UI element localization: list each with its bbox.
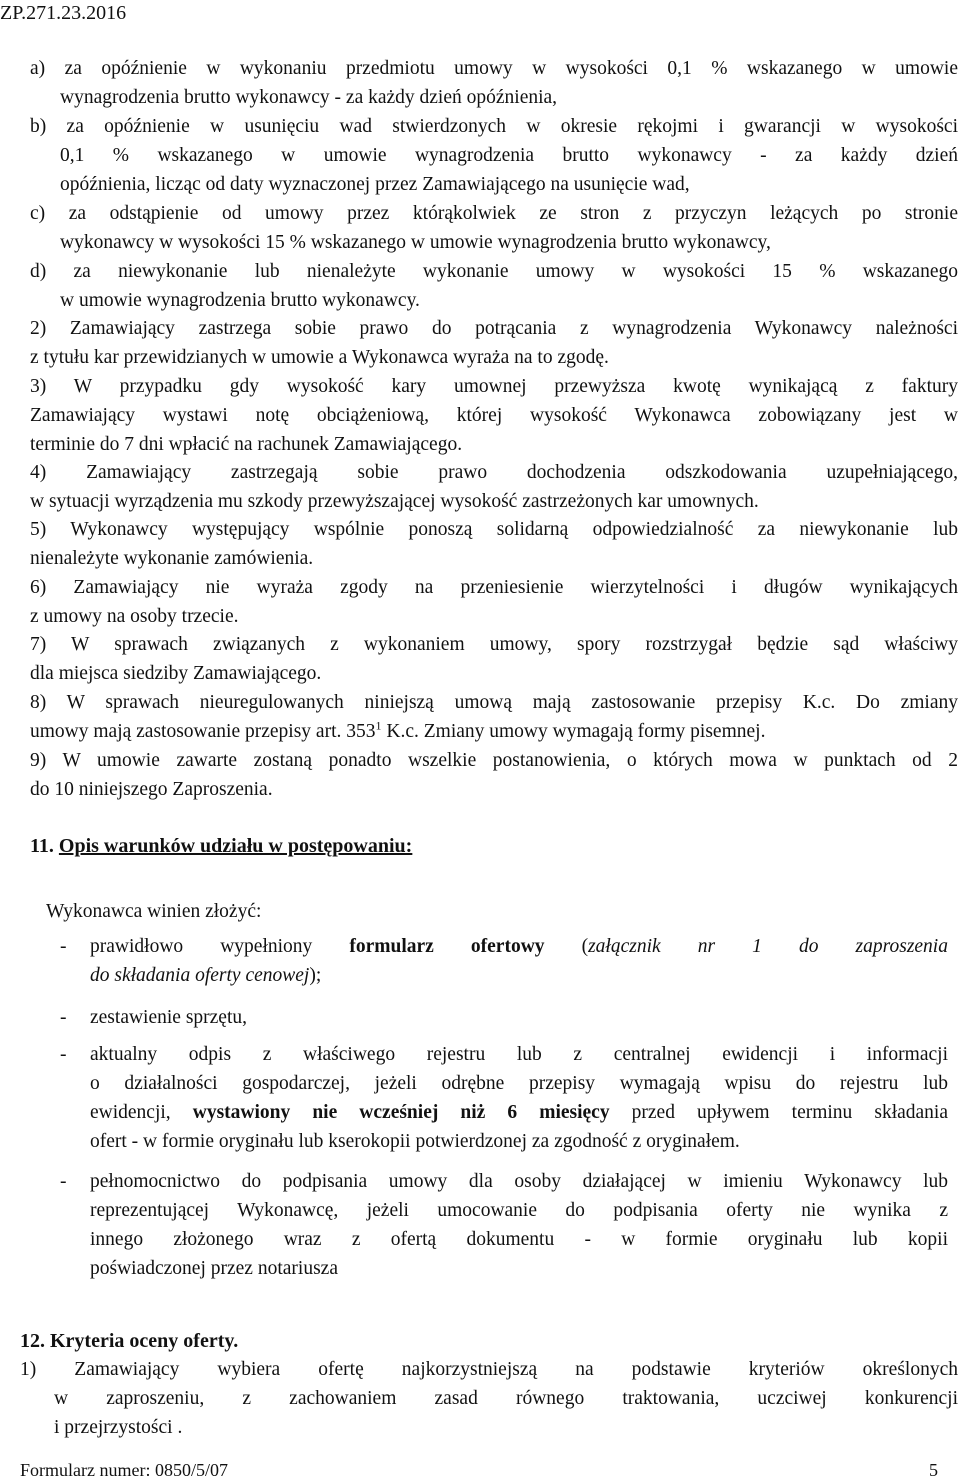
- penalty-a: a) za opóźnienie w wykonaniu przedmiotu umowy w wysokości 0,1 % wskazanego w umowie wynagrodzenia brutto wykonawcy - za każdy dzień opóźnienia,: [30, 58, 958, 108]
- section-11-intro: Wykonawca winien złożyć:: [46, 901, 262, 922]
- case-reference: ZP.271.23.2016: [0, 2, 127, 24]
- bullet-power-of-attorney: - pełnomocnictwo do podpisania umowy dla osoby działającej w imieniu Wykonawcy lub reprezentującej Wykonawcę, jeżeli umocowanie do podpisania oferty nie wynika z innego złożonego wraz z ofertą dokumentu - w formie oryginału lub kopii poświadczonej przez notariusza: [60, 1171, 948, 1279]
- section-11-heading: 11. Opis warunków udziału w postępowaniu:: [30, 835, 413, 857]
- bullet-equipment-list: - zestawienie sprzętu,: [60, 1007, 248, 1028]
- point-2: 2) Zamawiający zastrzega sobie prawo do potrącania z wynagrodzenia Wykonawcy należności z tytułu kar przewidzianych w umowie a Wykonawca wyraża na to zgodę.: [30, 318, 958, 368]
- criteria-point-1: 1) Zamawiający wybiera ofertę najkorzystniejszą na podstawie kryteriów określonych w zaproszeniu, z zachowaniem zasad równego traktowania, uczciwej konkurencji i przejrzystości .: [20, 1359, 958, 1438]
- section-12-heading: 12. Kryteria oceny oferty.: [20, 1330, 239, 1352]
- point-9: 9) W umowie zawarte zostaną ponadto wszelkie postanowienia, o których mowa w punktach od 2 do 10 niniejszego Zaproszenia.: [30, 750, 958, 800]
- point-3: 3) W przypadku gdy wysokość kary umownej przewyższa kwotę wynikającą z faktury Zamawiający wystawi notę obciążeniową, której wysokość Wykonawca zobowiązany jest w terminie do 7 dni wpłacić na rachunek Zamawiającego.: [30, 376, 958, 455]
- form-number: Formularz numer: 0850/5/07: [20, 1460, 228, 1480]
- bullet-offer-form: - prawidłowo wypełniony formularz ofertowy (załącznik nr 1 do zaproszenia do składania oferty cenowej);: [60, 936, 948, 986]
- point-5: 5) Wykonawcy występujący wspólnie ponoszą solidarną odpowiedzialność za niewykonanie lub nienależyte wykonanie zamówienia.: [30, 519, 958, 569]
- point-6: 6) Zamawiający nie wyraża zgody na przeniesienie wierzytelności i długów wynikających z umowy na osoby trzecie.: [30, 577, 958, 627]
- penalty-d: d) za niewykonanie lub nienależyte wykonanie umowy w wysokości 15 % wskazanego w umowie wynagrodzenia brutto wykonawcy.: [30, 261, 958, 311]
- page-number: 5: [929, 1460, 938, 1480]
- penalty-c: c) za odstąpienie od umowy przez którąkolwiek ze stron z przyczyn leżących po stronie wykonawcy w wysokości 15 % wskazanego w umowie wynagrodzenia brutto wykonawcy,: [30, 203, 958, 253]
- point-8: 8) W sprawach nieuregulowanych niniejszą umową mają zastosowanie przepisy K.c. Do zmiany umowy mają zastosowanie przepisy art. $353^1$ K.c. Zmiany umowy wymagają formy pisemnej.: [30, 692, 958, 742]
- point-7: 7) W sprawach związanych z wykonaniem umowy, spory rozstrzygał będzie sąd właściwy dla miejsca siedziby Zamawiającego.: [30, 634, 958, 684]
- page-footer: [20, 1459, 938, 1481]
- point-4: 4) Zamawiający zastrzegają sobie prawo dochodzenia odszkodowania uzupełniającego, w sytuacji wyrządzenia mu szkody przewyższającej wysokość zastrzeżonych kar umownych.: [30, 462, 958, 512]
- bullet-registry-extract: - aktualny odpis z właściwego rejestru lub z centralnej ewidencji i informacji o działalności gospodarczej, jeżeli odrębne przepisy wymagają wpisu do rejestru lub ewidencji, wystawiony nie wcześniej niż 6 miesięcy przed upływem terminu składania ofert - w formie oryginału lub kserokopii potwierdzonej za zgodność z oryginałem.: [60, 1044, 949, 1152]
- penalty-b: b) za opóźnienie w usunięciu wad stwierdzonych w okresie rękojmi i gwarancji w wysokości 0,1 % wskazanego w umowie wynagrodzenia brutto wykonawcy - za każdy dzień opóźnienia, licząc od daty wyznaczonej przez Zamawiającego na usunięcie wad,: [30, 116, 958, 195]
